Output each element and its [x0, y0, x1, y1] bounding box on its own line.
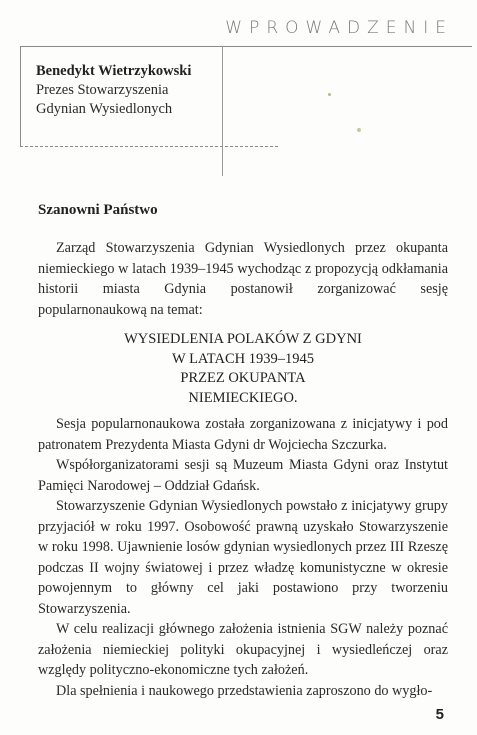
- paragraph: W celu realizacji głównego założenia istnienia SGW należy poznać założenia niemieckiej polityki okupacyjnej i wysiedleńczej oraz względy polityczno-ekonomiczne tych założeń.: [38, 621, 448, 678]
- section-title: WPROWADZENIE: [225, 18, 453, 38]
- paragraph: Stowarzyszenie Gdynian Wysiedlonych powstało z inicjatywy grupy przyjaciół w roku 1997. Osobowość prawną uzyskało Stowarzyszenie w roku 1998. Ujawnienie losów gdynian wysiedlonych przez III Rzeszę podczas II wojny światowej i przez władzę komunistyczne w okresie powojennym to główny cel jaki postawiono przy tworzeniu Stowarzyszenia.: [38, 498, 448, 617]
- speck-mark: [357, 128, 361, 132]
- greeting: Szanowni Państwo: [38, 202, 158, 218]
- session-title-line: PRZEZ OKUPANTA: [180, 370, 306, 386]
- vertical-divider: [222, 46, 223, 176]
- left-rule: [20, 46, 21, 146]
- body-paragraphs: [38, 414, 448, 701]
- speck-mark: [328, 93, 331, 96]
- page-number: 5: [435, 706, 444, 723]
- top-rule: [20, 46, 472, 47]
- session-title-line: WYSIEDLENIA POLAKÓW Z GDYNI: [124, 331, 362, 347]
- author-name: Benedykt Wietrzykowski: [36, 63, 192, 79]
- author-organization: Gdynian Wysiedlonych: [36, 101, 173, 117]
- session-title: [38, 330, 448, 408]
- session-title-line: NIEMIECKIEGO.: [188, 389, 298, 406]
- intro-paragraph: Zarząd Stowarzyszenia Gdynian Wysiedlonych przez okupanta niemieckiego w latach 1939–1945 wychodząc z propozycją odkłamania historii miasta Gdynia postanowił zorganizować sesję popularnonaukową na temat:: [38, 240, 448, 318]
- author-block: [36, 62, 191, 119]
- author-role: Prezes Stowarzyszenia: [36, 82, 169, 98]
- session-title-line: W LATACH 1939–1945: [172, 350, 314, 367]
- paragraph: Dla spełnienia i naukowego przedstawienia zaproszono do wygło-: [56, 682, 433, 699]
- intro-paragraph-block: [38, 238, 448, 320]
- paragraph: Sesja popularnonaukowa została zorganizowana z inicjatywy i pod patronatem Prezydenta Miasta Gdyni dr Wojciecha Szczurka.: [38, 416, 448, 453]
- paragraph: Współorganizatorami sesji są Muzeum Miasta Gdyni oraz Instytut Pamięci Narodowej – Oddział Gdańsk.: [38, 457, 448, 494]
- author-box-bottom-rule: [20, 146, 278, 147]
